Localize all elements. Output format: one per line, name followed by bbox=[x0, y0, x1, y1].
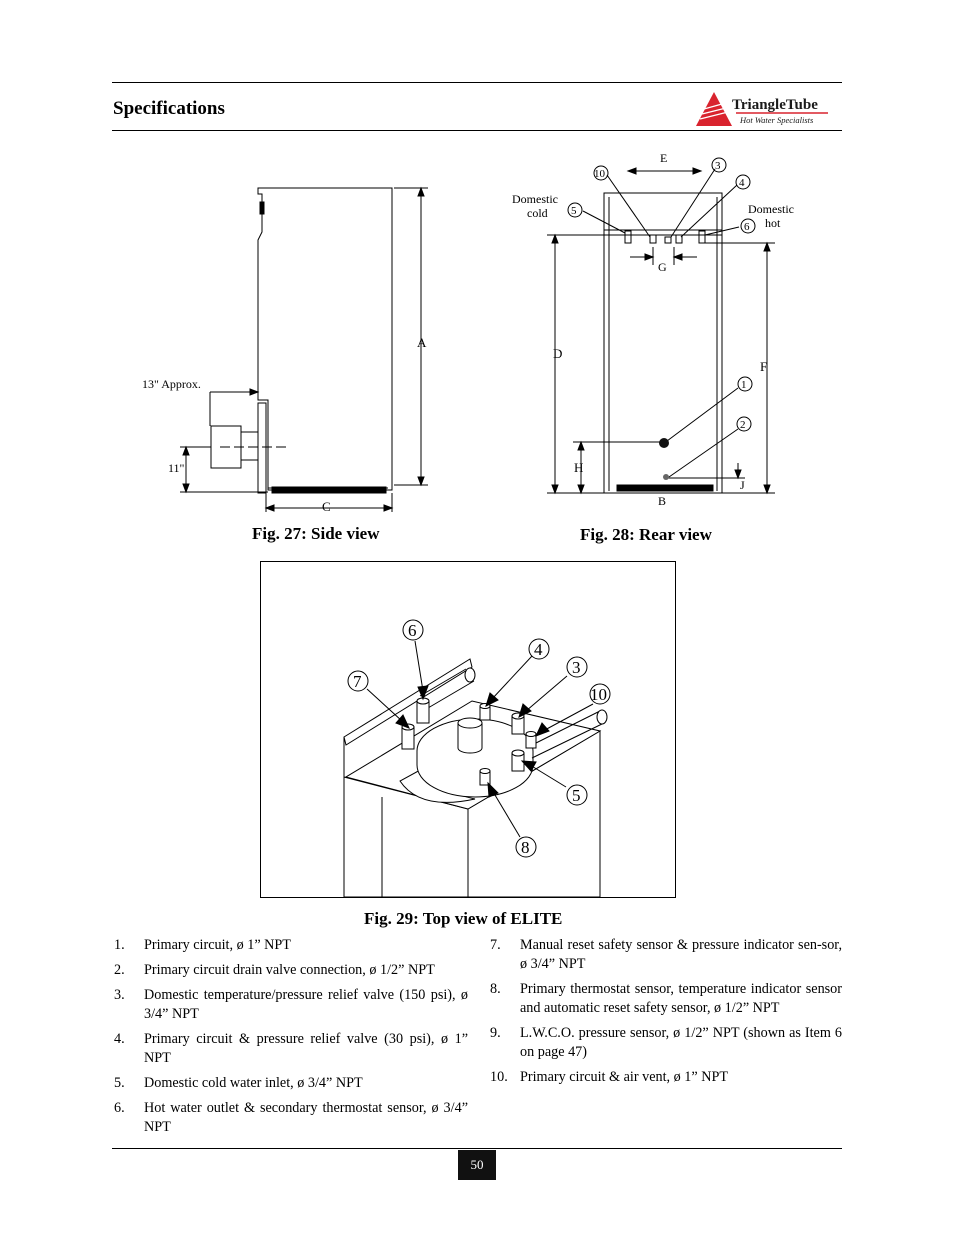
fig29-callout-7: 7 bbox=[353, 672, 362, 691]
list-item bbox=[114, 1030, 468, 1068]
fig29-caption: Fig. 29: Top view of ELITE bbox=[364, 909, 563, 928]
item-number: 2. bbox=[114, 962, 125, 978]
item-list-left bbox=[114, 936, 468, 1143]
fig29-callout-6: 6 bbox=[408, 621, 417, 640]
approx-label: 13" Approx. bbox=[142, 377, 201, 391]
fig28-caption: Fig. 28: Rear view bbox=[580, 525, 712, 544]
item-number: 3. bbox=[114, 987, 125, 1003]
dim-b-label: B bbox=[658, 494, 667, 508]
domestic-cold-label-2: cold bbox=[527, 206, 548, 220]
dim-d-label: D bbox=[553, 346, 563, 361]
item-text: Hot water outlet & secondary thermostat sensor, ø 3/4” NPT bbox=[144, 1100, 468, 1135]
header-bottom-rule bbox=[112, 130, 842, 131]
footer-rule bbox=[112, 1148, 842, 1149]
callout-5: 5 bbox=[571, 205, 577, 217]
item-text: L.W.C.O. pressure sensor, ø 1/2” NPT (shown as Item 6 on page 47) bbox=[520, 1025, 842, 1060]
list-item bbox=[114, 961, 468, 980]
dim-f-label: F bbox=[760, 359, 768, 374]
primary-circuit-marker bbox=[659, 438, 669, 448]
fig29-callout-3: 3 bbox=[572, 658, 581, 677]
item-text: Primary circuit drain valve connection, ø 1/2” NPT bbox=[144, 962, 435, 978]
callout-2: 2 bbox=[740, 419, 746, 431]
page-number: 50 bbox=[458, 1150, 496, 1180]
fig29-callout-4: 4 bbox=[534, 640, 543, 659]
domestic-hot-label-2: hot bbox=[765, 216, 781, 230]
drain-valve-marker bbox=[663, 474, 669, 480]
domestic-hot-label-1: Domestic bbox=[748, 202, 794, 216]
logo-name: TriangleTube bbox=[732, 97, 818, 113]
fig27-side-view-drawing bbox=[130, 180, 450, 520]
item-number: 4. bbox=[114, 1031, 125, 1047]
header-top-rule bbox=[112, 82, 842, 83]
fig29-callout-10: 10 bbox=[590, 685, 607, 704]
item-text: Primary circuit & pressure relief valve (30 psi), ø 1” NPT bbox=[144, 1031, 468, 1066]
item-text: Domestic cold water inlet, ø 3/4” NPT bbox=[144, 1075, 363, 1091]
logo-tagline: Hot Water Specialists bbox=[740, 115, 814, 125]
item-number: 8. bbox=[490, 981, 501, 997]
list-item bbox=[490, 1068, 842, 1087]
item-number: 5. bbox=[114, 1075, 125, 1091]
dim-h-label: H bbox=[574, 460, 584, 475]
height-11-label: 11" bbox=[168, 461, 185, 475]
fig29-callout-5: 5 bbox=[572, 786, 581, 805]
dim-a-label: A bbox=[417, 335, 427, 350]
section-title: Specifications bbox=[113, 98, 225, 119]
list-item bbox=[114, 1099, 468, 1137]
list-item bbox=[490, 980, 842, 1018]
list-item bbox=[490, 936, 842, 974]
dim-j-label: J bbox=[740, 478, 745, 492]
fig29-top-view-drawing bbox=[260, 561, 676, 899]
callout-6: 6 bbox=[744, 221, 750, 233]
fig28-rear-view-drawing bbox=[505, 145, 835, 520]
item-number: 9. bbox=[490, 1025, 501, 1041]
fig29-callout-8: 8 bbox=[521, 838, 530, 857]
list-item bbox=[490, 1024, 842, 1062]
dim-c-label: C bbox=[322, 499, 331, 514]
list-item bbox=[114, 986, 468, 1024]
item-text: Domestic temperature/pressure relief valve (150 psi), ø 3/4” NPT bbox=[144, 987, 468, 1022]
item-text: Manual reset safety sensor & pressure indicator sen-sor, ø 3/4” NPT bbox=[520, 937, 842, 972]
item-number: 10. bbox=[490, 1069, 508, 1085]
list-item bbox=[114, 1074, 468, 1093]
item-list-right bbox=[490, 936, 842, 1093]
item-text: Primary circuit & air vent, ø 1” NPT bbox=[520, 1069, 729, 1085]
dim-g-label: G bbox=[658, 260, 667, 274]
item-number: 6. bbox=[114, 1100, 125, 1116]
dim-e-label: E bbox=[660, 151, 668, 165]
triangletube-logo bbox=[694, 90, 834, 128]
item-number: 7. bbox=[490, 937, 501, 953]
callout-3: 3 bbox=[715, 160, 721, 172]
item-text: Primary circuit, ø 1” NPT bbox=[144, 937, 291, 953]
item-text: Primary thermostat sensor, temperature indicator sensor and automatic reset safety sensor, ø 1/2” NPT bbox=[520, 981, 842, 1016]
callout-10: 10 bbox=[594, 168, 605, 180]
callout-1: 1 bbox=[741, 379, 747, 391]
domestic-cold-label-1: Domestic bbox=[512, 192, 558, 206]
item-number: 1. bbox=[114, 937, 125, 953]
fig27-caption: Fig. 27: Side view bbox=[252, 524, 380, 543]
list-item bbox=[114, 936, 468, 955]
callout-4: 4 bbox=[739, 177, 745, 189]
